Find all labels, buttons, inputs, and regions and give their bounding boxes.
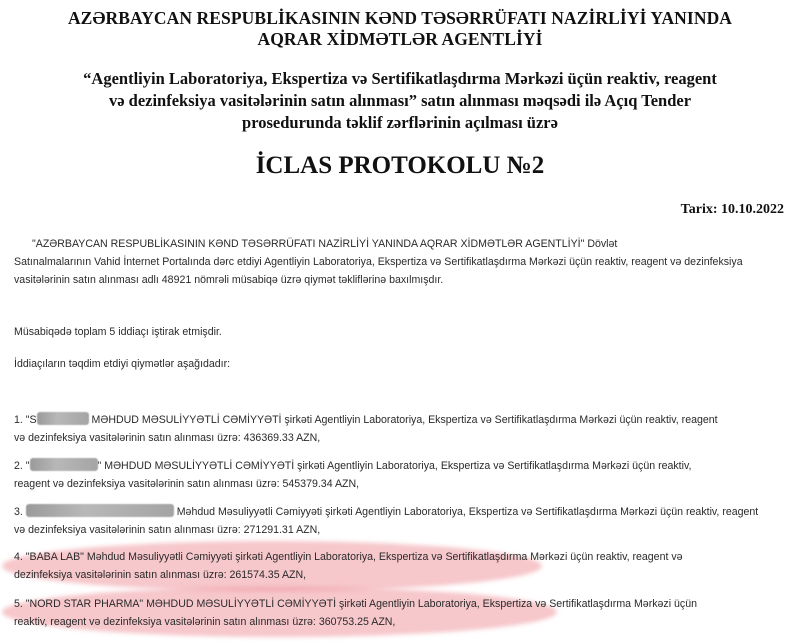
tender-subject <box>0 68 800 134</box>
agency-header-line-2: AQRAR XİDMƏTLƏR AGENTLİYİ <box>257 29 543 49</box>
bid-3-line-1-text: Məhdud Məsuliyyətli Cəmiyyəti şirkəti Agentliyin Laboratoriya, Ekspertiza və Sertifikatlaşdırma Mərkəzi üçün reaktiv, reagent <box>173 506 759 518</box>
bid-1-prefix: 1. "S <box>14 414 37 426</box>
bid-item-4 <box>14 548 786 584</box>
intro-paragraph <box>14 235 786 289</box>
participants-count: Müsabiqədə toplam 5 iddiaçı iştirak etmişdir. <box>14 326 222 338</box>
bid-2-prefix: 2. " <box>14 460 30 472</box>
intro-line-2: Satınalmalarının Vahid İnternet Portalında dərc etdiyi Agentliyin Laboratoriya, Ekspertiza və Sertifikatlaşdırma Mərkəzi üçün reaktiv, reagent və dezinfeksiya <box>14 256 743 268</box>
bid-5-line-2: reaktiv, reagent və dezinfeksiya vasitələrinin satın alınması üzrə: 360753.25 AZN, <box>14 616 396 628</box>
redaction-mark <box>30 458 98 471</box>
bid-1-line-1 <box>14 411 786 429</box>
agency-header-line-1: AZƏRBAYCAN RESPUBLİKASININ KƏND TƏSƏRRÜFATI NAZİRLİYİ YANINDA <box>67 8 733 28</box>
agency-header <box>0 8 800 50</box>
bid-3-line-2: və dezinfeksiya vasitələrinin satın alınması üzrə: 271291.31 AZN, <box>14 524 321 536</box>
protocol-title: İCLAS PROTOKOLU №2 <box>255 152 545 179</box>
prices-intro: İddiaçıların təqdim etdiyi qiymətlər aşağıdadır: <box>14 358 231 370</box>
bid-3-line-1 <box>14 503 786 521</box>
bid-2-line-1-text: " MƏHDUD MƏSULİYYƏTLİ CƏMİYYƏTİ şirkəti Agentliyin Laboratoriya, Ekspertiza və Sertifikatlaşdırma Mərkəzi üçün reaktiv, <box>97 460 692 472</box>
bid-item-2 <box>14 457 786 493</box>
tender-subject-line-1: “Agentliyin Laboratoriya, Ekspertiza və Sertifikatlaşdırma Mərkəzi üçün reaktiv, reagent <box>83 69 717 88</box>
bid-2-line-1 <box>14 457 786 475</box>
bid-item-1 <box>14 411 786 447</box>
bid-3-prefix: 3. <box>14 506 26 518</box>
intro-line-1: "AZƏRBAYCAN RESPUBLİKASININ KƏND TƏSƏRRÜFATI NAZİRLİYİ YANINDA AQRAR XİDMƏTLƏR AGENTLİYİ" Dövlət <box>32 238 618 250</box>
redaction-mark <box>37 412 89 425</box>
bid-1-line-2: və dezinfeksiya vasitələrinin satın alınması üzrə: 436369.33 AZN, <box>14 432 321 444</box>
bid-1-line-1-text: MƏHDUD MƏSULİYYƏTLİ CƏMİYYƏTİ şirkəti Agentliyin Laboratoriya, Ekspertiza və Sertifikatlaşdırma Mərkəzi üçün reaktiv, reagent <box>88 414 718 426</box>
intro-line-3: vasitələrinin satın alınması adlı 48921 nömrəli müsabiqə üzrə qiymət təkliflərinə baxılmışdır. <box>14 274 444 286</box>
bid-5-line-1: 5. "NORD STAR PHARMA" MƏHDUD MƏSULİYYƏTLİ CƏMİYYƏTİ şirkəti Agentliyin Laboratoriya, Ekspertiza və Sertifikatlaşdırma Mərkəzi üçün <box>14 598 697 610</box>
bid-4-line-2: dezinfeksiya vasitələrinin satın alınması üzrə: 261574.35 AZN, <box>14 569 307 581</box>
bid-4-line-1: 4. "BABA LAB" Məhdud Məsuliyyətli Cəmiyyəti şirkəti Agentliyin Laboratoriya, Ekspertiza və Sertifikatlaşdırma Mərkəzi üçün reaktiv, reagent və <box>14 551 683 563</box>
tender-subject-line-3: prosedurunda təklif zərflərinin açılması üzrə <box>242 113 558 132</box>
tender-subject-line-2: və dezinfeksiya vasitələrinin satın alınması” satın alınması məqsədi ilə Açıq Tender <box>108 91 692 110</box>
bid-2-line-2: reagent və dezinfeksiya vasitələrinin satın alınması üzrə: 545379.34 AZN, <box>14 478 360 490</box>
bid-item-3 <box>14 503 786 539</box>
redaction-mark <box>26 504 174 517</box>
protocol-date: Tarix: 10.10.2022 <box>680 202 784 217</box>
bid-item-5 <box>14 595 786 631</box>
